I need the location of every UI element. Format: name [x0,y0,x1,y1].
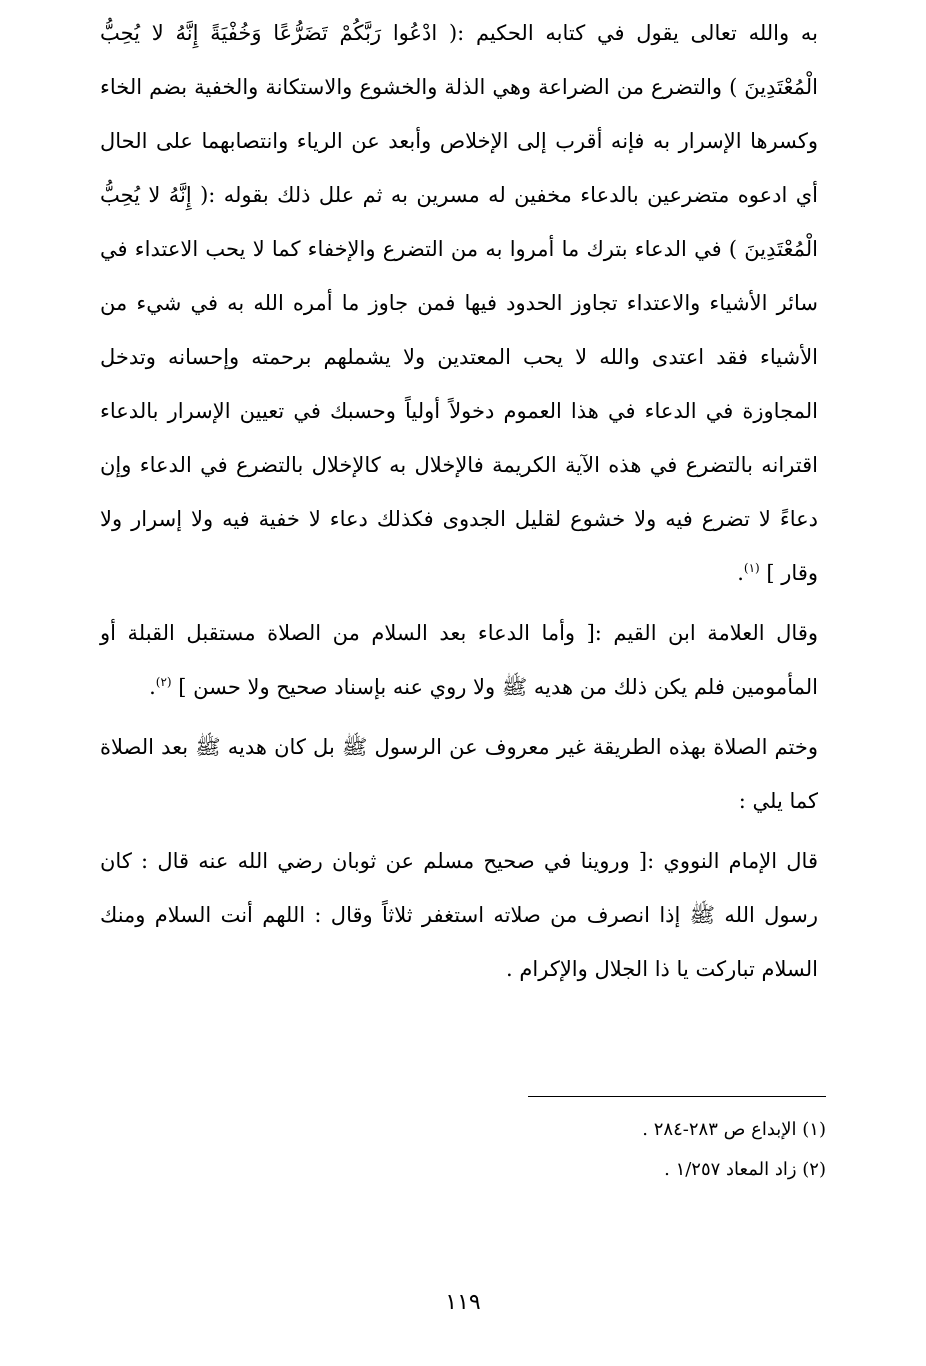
body-text [100,6,818,1002]
footnote-ref-1: (١) [743,561,760,575]
paragraph-4 [100,834,818,996]
paragraph-2-end: . [149,675,156,699]
footnote-1: (١) الإبداع ص ٢٨٣-٢٨٤ . [642,1119,826,1140]
paragraph-1 [100,6,818,600]
paragraph-1-end: . [737,561,744,585]
footnote-divider [528,1096,826,1097]
paragraph-2 [100,606,818,714]
footnote-ref-2: (٢) [155,675,172,689]
footnote-2: (٢) زاد المعاد ١/٢٥٧ . [664,1159,826,1180]
page-number: ١١٩ [445,1290,481,1315]
footnotes [300,1110,826,1190]
paragraph-3-text: وختم الصلاة بهذه الطريقة غير معروف عن الرسول ﷺ بل كان هديه ﷺ بعد الصلاة كما يلي : [100,735,818,813]
paragraph-3 [100,720,818,828]
paragraph-2-text: وقال العلامة ابن القيم :[ وأما الدعاء بعد السلام من الصلاة مستقبل القبلة أو المأمومين فلم يكن ذلك من هديه ﷺ ولا روي عنه بإسناد صحيح ولا حسن ] [100,621,818,699]
paragraph-4-text: قال الإمام النووي :[ وروينا في صحيح مسلم عن ثوبان رضي الله عنه قال : كان رسول الله ﷺ إذا انصرف من صلاته استغفر ثلاثاً وقال : اللهم أنت السلام ومنك السلام تباركت يا ذا الجلال والإكرام . [100,849,818,981]
paragraph-1-text: به والله تعالى يقول في كتابه الحكيم :( ادْعُوا رَبَّكُمْ تَضَرُّعًا وَخُفْيَةً إِنَّهُ لا يُحِبُّ الْمُعْتَدِينَ ) والتضرع من الضراعة وهي الذلة والخشوع والاستكانة والخفية بضم الخاء وكسرها الإسرار به فإنه أقرب إلى الإخلاص وأبعد عن الرياء وانتصابهما على الحال أي ادعوه متضرعين بالدعاء مخفين له مسرين به ثم علل ذلك بقوله :( إِنَّهُ لا يُحِبُّ الْمُعْتَدِينَ ) في الدعاء بترك ما أمروا به من التضرع والإخفاء كما لا يحب الاعتداء في سائر الأشياء والاعتداء تجاوز الحدود فيها فمن جاوز ما أمره الله به في شيء من الأشياء فقد اعتدى والله لا يحب المعتدين ولا يشملهم برحمته وإحسانه وتدخل المجاوزة في الدعاء في هذا العموم دخولاً أولياً وحسبك في تعيين الإسرار بالدعاء اقترانه بالتضرع في هذه الآية الكريمة فالإخلال به كالإخلال بالتضرع في الدعاء وإن دعاءً لا تضرع فيه ولا خشوع لقليل الجدوى فكذلك دعاء لا خفية فيه ولا إسرار ولا وقار ] [100,21,818,585]
